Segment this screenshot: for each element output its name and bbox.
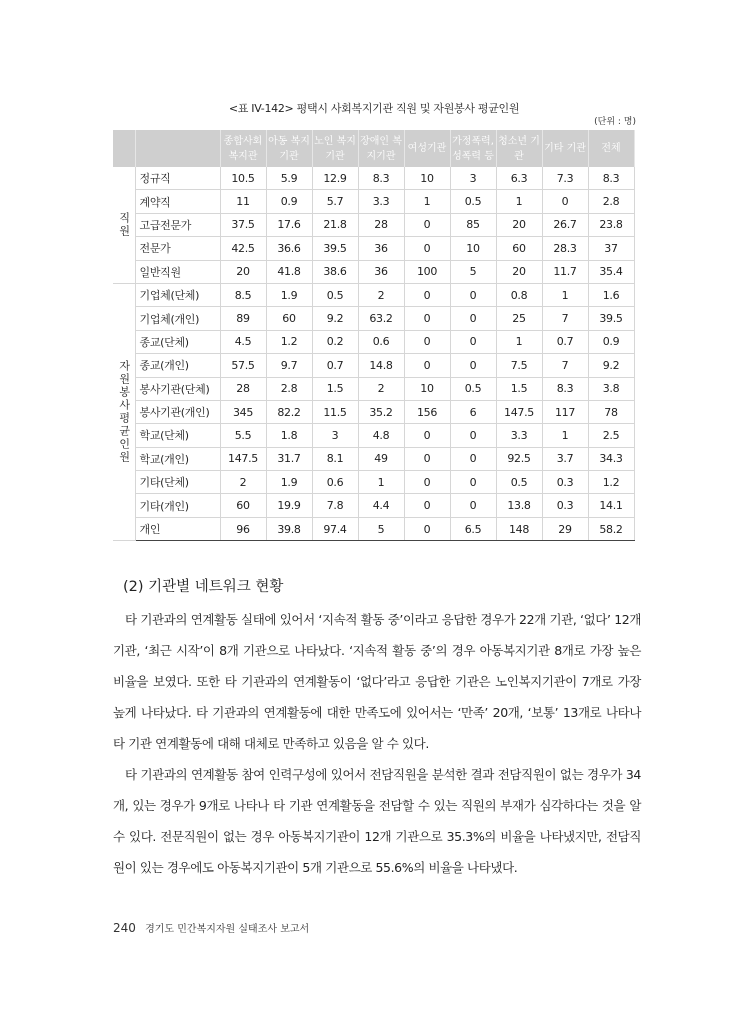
table-cell: 2.5 (588, 424, 634, 447)
table-cell: 0.8 (496, 283, 542, 306)
table-cell: 0 (404, 354, 450, 377)
column-header: 청소년 기관 (496, 130, 542, 167)
table-cell: 0.9 (588, 330, 634, 353)
table-cell: 19.9 (266, 494, 312, 517)
table-cell: 60 (266, 307, 312, 330)
table-row (113, 283, 634, 306)
table-cell: 9.7 (266, 354, 312, 377)
table-cell: 0 (404, 283, 450, 306)
table-cell: 0 (404, 447, 450, 470)
row-label: 계약직 (135, 190, 220, 213)
table-cell: 14.8 (358, 354, 404, 377)
table-row (113, 377, 634, 400)
data-table (113, 130, 635, 541)
table-row (113, 167, 634, 190)
row-label: 학교(개인) (135, 447, 220, 470)
row-label: 기업체(개인) (135, 307, 220, 330)
table-cell: 1 (358, 471, 404, 494)
table-cell: 63.2 (358, 307, 404, 330)
table-cell: 29 (542, 517, 588, 540)
table-row (113, 260, 634, 283)
table-cell: 0 (404, 424, 450, 447)
section-heading: (2) 기관별 네트워크 현황 (123, 579, 284, 595)
table-cell: 1 (542, 283, 588, 306)
table-header-row (113, 130, 634, 167)
table-row (113, 330, 634, 353)
table-cell: 28.3 (542, 237, 588, 260)
row-label: 기타(개인) (135, 494, 220, 517)
header-corner (135, 130, 220, 167)
table-cell: 2 (358, 377, 404, 400)
table-cell: 28 (358, 213, 404, 236)
table-cell: 28 (220, 377, 266, 400)
table-row (113, 471, 634, 494)
table-cell: 0.2 (312, 330, 358, 353)
table-cell: 92.5 (496, 447, 542, 470)
row-label: 전문가 (135, 237, 220, 260)
table-cell: 10 (450, 237, 496, 260)
table-cell: 13.8 (496, 494, 542, 517)
table-cell: 5.9 (266, 167, 312, 190)
table-cell: 39.5 (312, 237, 358, 260)
table-cell: 0.5 (496, 471, 542, 494)
table-cell: 12.9 (312, 167, 358, 190)
table-cell: 0.5 (312, 283, 358, 306)
table-row (113, 190, 634, 213)
table-cell: 20 (496, 213, 542, 236)
table-cell: 3.3 (496, 424, 542, 447)
table-row (113, 213, 634, 236)
table-cell: 96 (220, 517, 266, 540)
table-cell: 60 (496, 237, 542, 260)
table-cell: 42.5 (220, 237, 266, 260)
table-cell: 20 (496, 260, 542, 283)
table-cell: 38.6 (312, 260, 358, 283)
table-caption: <표 IV-142> 평택시 사회복지기관 직원 및 자원봉사 평균인원 (228, 102, 520, 115)
table-cell: 97.4 (312, 517, 358, 540)
table-cell: 5 (358, 517, 404, 540)
table-cell: 8.3 (588, 167, 634, 190)
table-cell: 41.8 (266, 260, 312, 283)
table-cell: 0 (404, 494, 450, 517)
table-cell: 0 (404, 213, 450, 236)
table-cell: 0 (404, 517, 450, 540)
table-cell: 147.5 (220, 447, 266, 470)
row-group-label: 직원 (113, 167, 135, 283)
table-row (113, 237, 634, 260)
table-cell: 6 (450, 400, 496, 423)
table-cell: 5.7 (312, 190, 358, 213)
table-cell: 1.9 (266, 283, 312, 306)
table-cell: 39.8 (266, 517, 312, 540)
table-cell: 0 (450, 283, 496, 306)
table-cell: 0.6 (358, 330, 404, 353)
column-header: 기타 기관 (542, 130, 588, 167)
table-cell: 2 (220, 471, 266, 494)
table-cell: 7.3 (542, 167, 588, 190)
table-cell: 31.7 (266, 447, 312, 470)
table-cell: 5 (450, 260, 496, 283)
table-cell: 39.5 (588, 307, 634, 330)
row-label: 학교(단체) (135, 424, 220, 447)
table-cell: 3.7 (542, 447, 588, 470)
table-cell: 0 (450, 471, 496, 494)
table-cell: 3.3 (358, 190, 404, 213)
paragraph: 타 기관과의 연계활동 실태에 있어서 ‘지속적 활동 중’이라고 응답한 경우가 22개 기관, ‘없다’ 12개 기관, ‘최근 시작’이 8개 기관으로 나타났다. ‘지속적 활동 중’의 경우 아동복지기관 8개로 가장 높은 비율을 보였다. 또한 타 기관과의 연계활동이 ‘없다’라고 응답한 기관은 노인복지기관이 7개로 가장 높게 나타났다. 타 기관과의 연계활동에 대한 만족도에 있어서는 ‘만족’ 20개, ‘보통’ 13개로 나타나 타 기관 연계활동에 대해 대체로 만족하고 있음을 알 수 있다. (113, 612, 641, 751)
table-cell: 0 (404, 330, 450, 353)
row-label: 종교(개인) (135, 354, 220, 377)
table-cell: 0 (450, 494, 496, 517)
table-cell: 3 (312, 424, 358, 447)
table-cell: 147.5 (496, 400, 542, 423)
table-cell: 4.4 (358, 494, 404, 517)
table-cell: 0.3 (542, 494, 588, 517)
row-group-label: 자원봉사평균인원 (113, 283, 135, 540)
table-cell: 0 (404, 307, 450, 330)
row-label: 봉사기관(단체) (135, 377, 220, 400)
table-cell: 11 (220, 190, 266, 213)
column-header: 가정폭력, 성폭력 등 (450, 130, 496, 167)
table-cell: 3 (450, 167, 496, 190)
table-cell: 37 (588, 237, 634, 260)
table-cell: 0.6 (312, 471, 358, 494)
table-cell: 85 (450, 213, 496, 236)
table-cell: 35.4 (588, 260, 634, 283)
row-label: 고급전문가 (135, 213, 220, 236)
table-cell: 6.3 (496, 167, 542, 190)
column-header: 노인 복지기관 (312, 130, 358, 167)
row-label: 종교(단체) (135, 330, 220, 353)
table-cell: 60 (220, 494, 266, 517)
table-cell: 1.2 (266, 330, 312, 353)
unit-label: (단위 : 명) (594, 117, 636, 127)
table-cell: 1 (496, 330, 542, 353)
table-cell: 100 (404, 260, 450, 283)
column-header: 아동 복지기관 (266, 130, 312, 167)
table-cell: 1 (542, 424, 588, 447)
table-cell: 1.6 (588, 283, 634, 306)
table-cell: 78 (588, 400, 634, 423)
table-cell: 345 (220, 400, 266, 423)
table-row (113, 354, 634, 377)
table-cell: 8.3 (358, 167, 404, 190)
table-body (113, 167, 634, 541)
table-cell: 9.2 (312, 307, 358, 330)
table-cell: 35.2 (358, 400, 404, 423)
table-cell: 23.8 (588, 213, 634, 236)
table-cell: 7 (542, 354, 588, 377)
table-cell: 1 (496, 190, 542, 213)
table-cell: 2.8 (266, 377, 312, 400)
table-cell: 37.5 (220, 213, 266, 236)
table-cell: 0 (450, 307, 496, 330)
column-header: 여성기관 (404, 130, 450, 167)
page-number: 240 (113, 921, 136, 935)
table-row (113, 447, 634, 470)
page-footer (113, 920, 309, 935)
column-header: 전체 (588, 130, 634, 167)
table-cell: 1.9 (266, 471, 312, 494)
table-cell: 17.6 (266, 213, 312, 236)
table-cell: 117 (542, 400, 588, 423)
column-header: 장애인 복지기관 (358, 130, 404, 167)
row-label: 기타(단체) (135, 471, 220, 494)
table-cell: 21.8 (312, 213, 358, 236)
table-cell: 10 (404, 167, 450, 190)
table-cell: 2 (358, 283, 404, 306)
table-cell: 4.5 (220, 330, 266, 353)
table-cell: 0.5 (450, 190, 496, 213)
table-cell: 10 (404, 377, 450, 400)
row-label: 정규직 (135, 167, 220, 190)
table-cell: 26.7 (542, 213, 588, 236)
table-cell: 0 (450, 354, 496, 377)
table-cell: 1 (404, 190, 450, 213)
column-header: 종합사회 복지관 (220, 130, 266, 167)
table-cell: 0.5 (450, 377, 496, 400)
row-label: 개인 (135, 517, 220, 540)
table-cell: 34.3 (588, 447, 634, 470)
table-row (113, 307, 634, 330)
table-cell: 36.6 (266, 237, 312, 260)
table-cell: 7.8 (312, 494, 358, 517)
body-section (113, 570, 641, 883)
paragraph: 타 기관과의 연계활동 참여 인력구성에 있어서 전담직원을 분석한 결과 전담직원이 없는 경우가 34개, 있는 경우가 9개로 나타나 타 기관 연계활동을 전담할 수 있는 직원의 부재가 심각하다는 것을 알 수 있다. 전문직원이 없는 경우 아동복지기관이 12개 기관으로 35.3%의 비율을 나타냈지만, 전담직원이 있는 경우에도 아동복지기관이 5개 기관으로 55.6%의 비율을 나타냈다. (113, 767, 641, 875)
row-label: 기업체(단체) (135, 283, 220, 306)
table-cell: 5.5 (220, 424, 266, 447)
table-cell: 0.7 (542, 330, 588, 353)
table-cell: 25 (496, 307, 542, 330)
table-cell: 156 (404, 400, 450, 423)
table-cell: 8.3 (542, 377, 588, 400)
table-cell: 7 (542, 307, 588, 330)
table-cell: 0 (450, 424, 496, 447)
table-cell: 3.8 (588, 377, 634, 400)
table-cell: 0.3 (542, 471, 588, 494)
table-cell: 1.5 (496, 377, 542, 400)
table-cell: 20 (220, 260, 266, 283)
table-cell: 36 (358, 237, 404, 260)
table-cell: 0 (542, 190, 588, 213)
table-row (113, 400, 634, 423)
table-cell: 7.5 (496, 354, 542, 377)
table-cell: 6.5 (450, 517, 496, 540)
table-cell: 10.5 (220, 167, 266, 190)
table-cell: 1.5 (312, 377, 358, 400)
table-cell: 0 (450, 330, 496, 353)
table-cell: 82.2 (266, 400, 312, 423)
table-row (113, 424, 634, 447)
table-cell: 11.7 (542, 260, 588, 283)
table-cell: 0 (450, 447, 496, 470)
table-cell: 36 (358, 260, 404, 283)
table-cell: 0 (404, 237, 450, 260)
table-cell: 58.2 (588, 517, 634, 540)
table-cell: 1.2 (588, 471, 634, 494)
table-cell: 14.1 (588, 494, 634, 517)
table-row (113, 517, 634, 540)
table-cell: 2.8 (588, 190, 634, 213)
table-cell: 0.9 (266, 190, 312, 213)
header-corner (113, 130, 135, 167)
row-label: 봉사기관(개인) (135, 400, 220, 423)
table-cell: 1.8 (266, 424, 312, 447)
row-label: 일반직원 (135, 260, 220, 283)
table-cell: 11.5 (312, 400, 358, 423)
table-cell: 8.1 (312, 447, 358, 470)
table-row (113, 494, 634, 517)
table-cell: 0.7 (312, 354, 358, 377)
report-title: 경기도 민간복지자원 실태조사 보고서 (145, 924, 310, 935)
table-cell: 9.2 (588, 354, 634, 377)
table-cell: 57.5 (220, 354, 266, 377)
table-cell: 49 (358, 447, 404, 470)
table-cell: 8.5 (220, 283, 266, 306)
table-cell: 4.8 (358, 424, 404, 447)
table-cell: 0 (404, 471, 450, 494)
table-cell: 89 (220, 307, 266, 330)
table-cell: 148 (496, 517, 542, 540)
